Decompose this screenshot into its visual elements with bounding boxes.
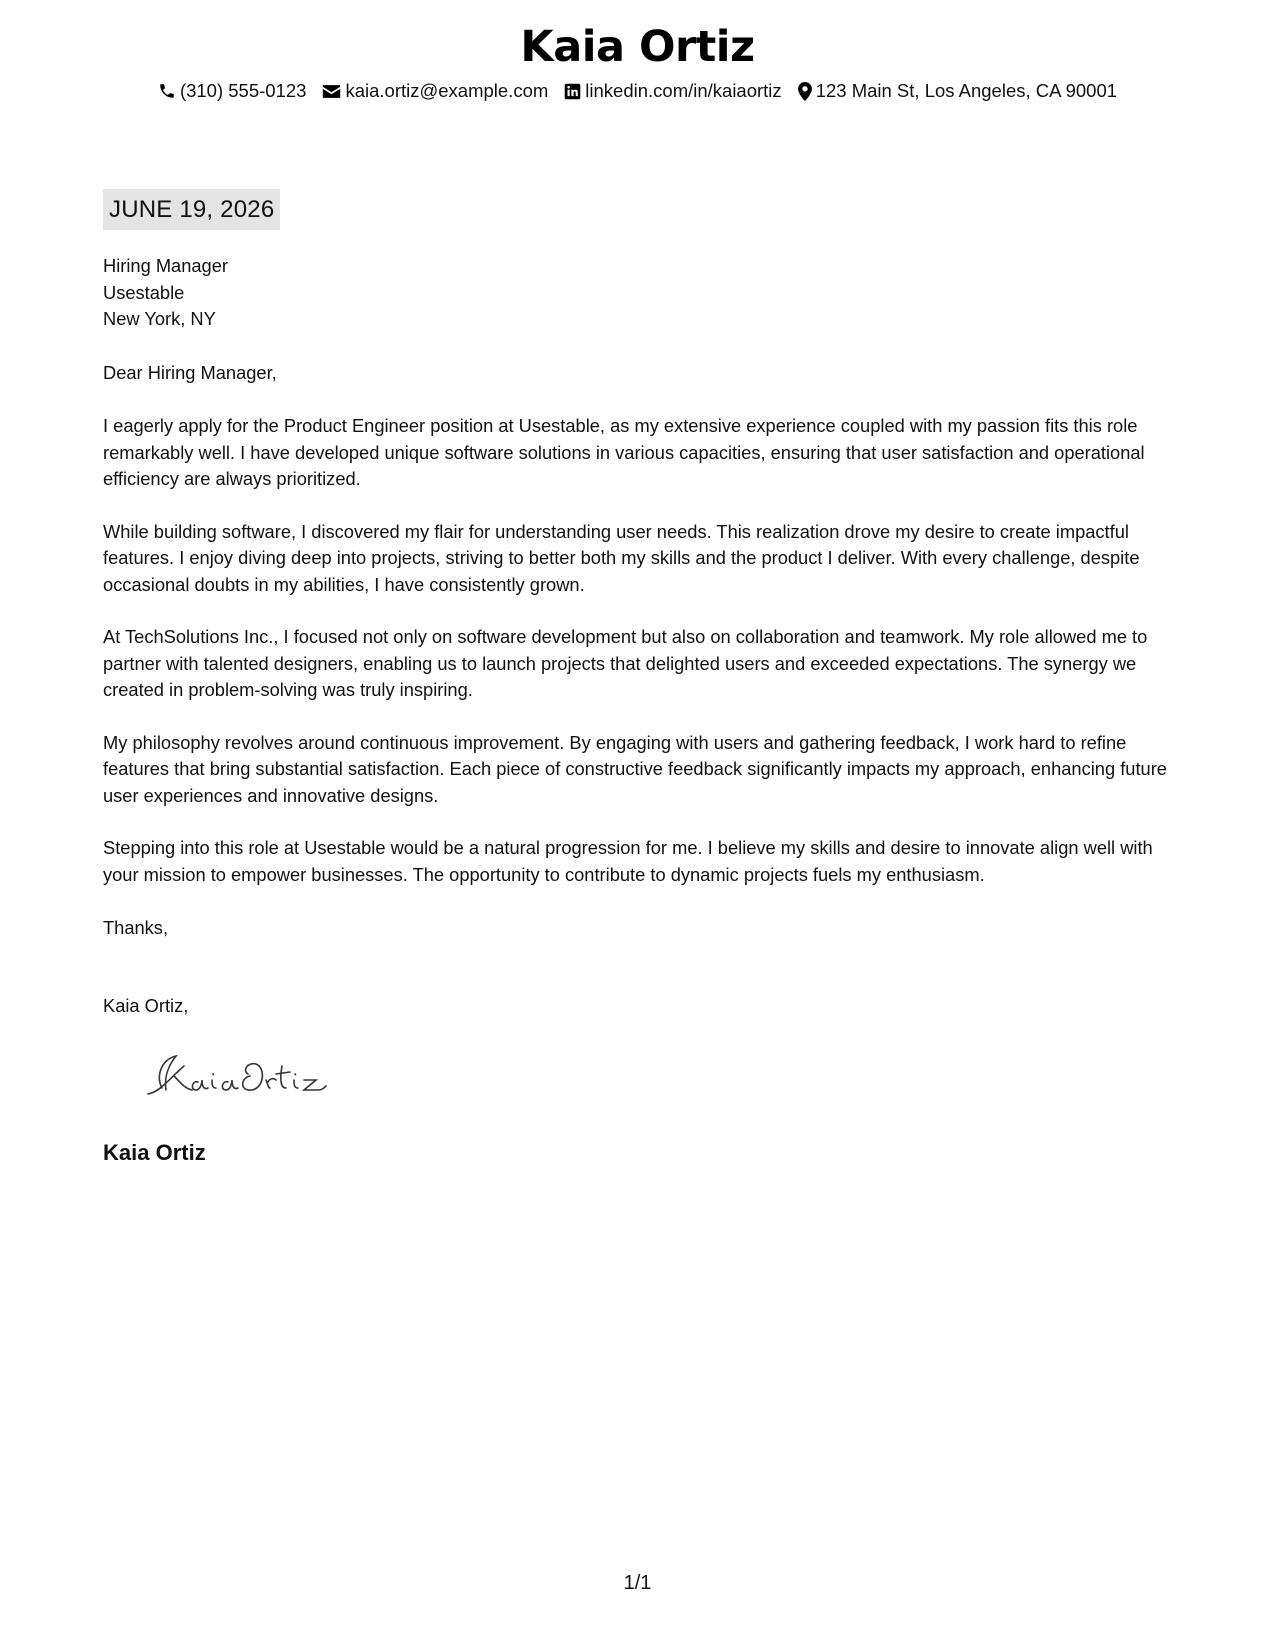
body-paragraph: My philosophy revolves around continuous improvement. By engaging with users and gathering feedback, I work hard to refine features that bring substantial satisfaction. Each piece of constructive feedback significantly impacts my approach, enhancing future user experiences and innovative designs.: [103, 731, 1167, 806]
letter-signoff: Kaia Ortiz,: [103, 995, 189, 1016]
contact-email-text: kaia.ortiz@example.com: [345, 80, 549, 101]
linkedin-icon: [564, 83, 581, 100]
recipient-title: Hiring Manager: [103, 255, 228, 276]
phone-icon: [158, 82, 176, 100]
applicant-name-heading: Kaia Ortiz: [520, 22, 755, 72]
contact-address: [798, 80, 1117, 102]
envelope-icon: [322, 84, 341, 99]
contact-phone: [158, 80, 307, 102]
recipient-company: Usestable: [103, 281, 185, 303]
contact-linkedin: [564, 80, 781, 102]
contact-linkedin-text: linkedin.com/in/kaiaortiz: [585, 80, 782, 101]
recipient-block: [103, 253, 228, 333]
contact-bar: [0, 80, 1275, 102]
letter-closing: Thanks,: [103, 917, 169, 938]
letter-greeting: Dear Hiring Manager,: [103, 362, 277, 383]
letter-body: [103, 413, 1178, 914]
map-pin-icon: [798, 82, 812, 101]
signer-name: Kaia Ortiz: [103, 1140, 206, 1165]
page-number: 1/1: [623, 1572, 652, 1594]
contact-address-text: 123 Main St, Los Angeles, CA 90001: [815, 80, 1118, 101]
body-paragraph: I eagerly apply for the Product Engineer position at Usestable, as my extensive experience coupled with my passion fits this role remarkably well. I have developed unique software solutions in various capacities, ensuring that user satisfaction and operational efficiency are always prioritized.: [103, 415, 1145, 489]
body-paragraph: Stepping into this role at Usestable would be a natural progression for me. I believe my skills and desire to innovate align well with your mission to empower businesses. The opportunity to contribute to dynamic projects fuels my enthusiasm.: [103, 837, 1153, 885]
contact-phone-text: (310) 555-0123: [179, 80, 307, 101]
handwritten-signature: [140, 1048, 330, 1100]
body-paragraph: At TechSolutions Inc., I focused not only on software development but also on collaboration and teamwork. My role allowed me to partner with talented designers, enabling us to launch projects that delighted users and exceeded expectations. The synergy we created in problem-solving was truly inspiring.: [103, 626, 1148, 700]
body-paragraph: While building software, I discovered my flair for understanding user needs. This realization drove my desire to create impactful features. I enjoy diving deep into projects, striving to better both my skills and the product I deliver. With every challenge, despite occasional doubts in my abilities, I have consistently grown.: [103, 520, 1140, 595]
letter-date: JUNE 19, 2026: [103, 189, 280, 230]
recipient-location: New York, NY: [103, 308, 216, 329]
contact-email: [322, 80, 548, 102]
